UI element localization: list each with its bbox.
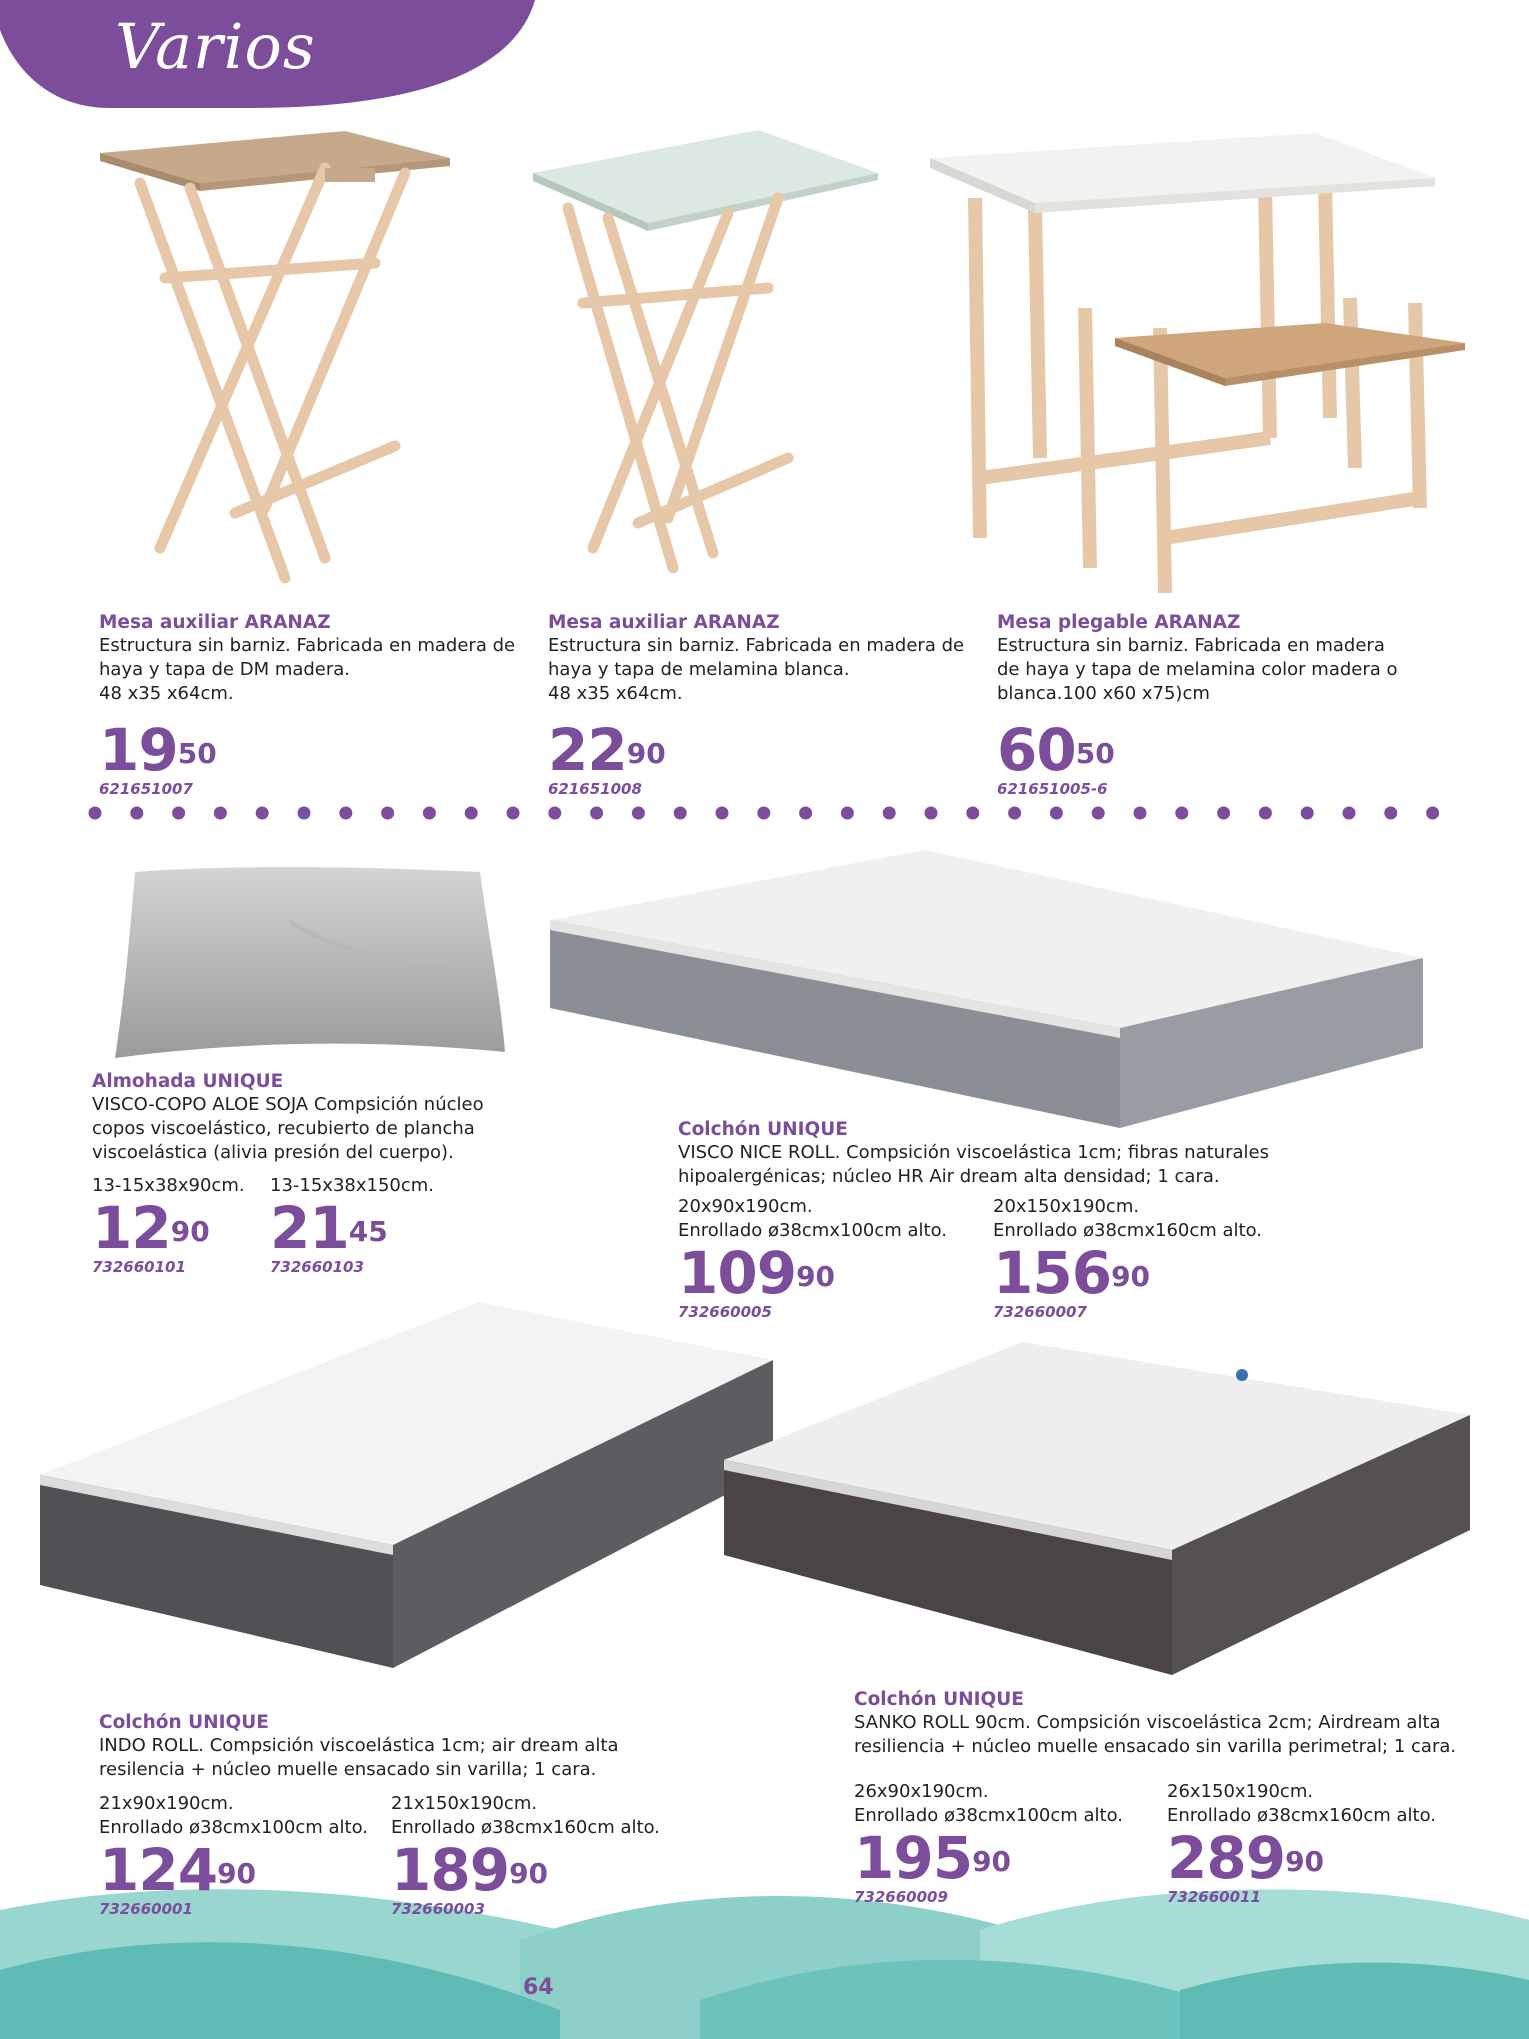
divider-dot xyxy=(632,807,645,820)
table-folding-image xyxy=(925,128,1470,598)
product-name: Colchón UNIQUE xyxy=(99,1712,269,1733)
variant-sanko-150 xyxy=(1167,1780,1436,1906)
product-desc-line: hipoalergénicas; núcleo HR Air dream alta densidad; 1 cara. xyxy=(678,1166,1220,1187)
variant-almohada-90 xyxy=(92,1174,245,1276)
product-desc-line: Estructura sin barniz. Fabricada en madera de xyxy=(99,635,516,656)
divider-dot xyxy=(1384,807,1397,820)
divider-dot xyxy=(966,807,979,820)
variant-visco-150 xyxy=(993,1195,1262,1321)
variant-size-rolled: Enrollado ø38cmx160cm alto. xyxy=(1167,1805,1437,1826)
mattress-visco-nice-image xyxy=(545,848,1425,1128)
product-name: Mesa auxiliar ARANAZ xyxy=(548,612,780,633)
section-title: Varios xyxy=(115,10,316,83)
divider-dot xyxy=(507,807,520,820)
product-desc-line: resilencia + núcleo muelle ensacado sin varilla; 1 cara. xyxy=(99,1759,597,1780)
product-desc-line: copos viscoelástico, recubierto de plancha xyxy=(92,1118,475,1139)
divider-dot xyxy=(590,807,603,820)
divider-dot xyxy=(381,807,394,820)
variant-ref: 732660011 xyxy=(1167,1888,1261,1906)
product-card-colchon-sanko xyxy=(854,1689,1524,1759)
variant-size: 13-15x38x150cm. xyxy=(270,1175,435,1196)
pillow-image xyxy=(110,862,510,1062)
mattress-sanko-roll-image xyxy=(722,1340,1472,1680)
product-name: Colchón UNIQUE xyxy=(678,1119,848,1140)
product-price: $60^{50}$ xyxy=(997,716,1115,784)
product-desc-line: Estructura sin barniz. Fabricada en madera xyxy=(997,635,1385,656)
variant-size: 21x150x190cm. xyxy=(391,1793,538,1814)
variant-indo-150 xyxy=(391,1792,660,1918)
product-card-colchon-visco xyxy=(678,1119,1458,1189)
variant-size-rolled: Enrollado ø38cmx100cm alto. xyxy=(678,1220,948,1241)
mattress-indo-roll-image xyxy=(38,1300,773,1670)
divider-dot xyxy=(298,807,311,820)
variant-size: 26x90x190cm. xyxy=(854,1781,989,1802)
variant-ref: 732660005 xyxy=(678,1303,772,1321)
variant-size: 20x90x190cm. xyxy=(678,1196,813,1217)
product-ref: 621651007 xyxy=(99,780,193,798)
product-desc-line: resiliencia + núcleo muelle ensacado sin varilla perimetral; 1 cara. xyxy=(854,1736,1457,1757)
product-name: Mesa plegable ARANAZ xyxy=(997,612,1241,633)
divider-dot xyxy=(757,807,770,820)
divider-dot xyxy=(423,807,436,820)
divider-dot xyxy=(1259,807,1272,820)
divider-dot xyxy=(465,807,478,820)
divider-dot xyxy=(674,807,687,820)
variant-size: 20x150x190cm. xyxy=(993,1196,1140,1217)
product-card-mesa-blanca xyxy=(548,612,968,798)
variant-size-rolled: Enrollado ø38cmx100cm alto. xyxy=(99,1817,369,1838)
product-name: Colchón UNIQUE xyxy=(854,1689,1024,1710)
divider-dot xyxy=(883,807,896,820)
variant-price: $195^{90}$ xyxy=(854,1824,1012,1892)
variant-size-rolled: Enrollado ø38cmx160cm alto. xyxy=(993,1220,1263,1241)
product-ref: 621651005-6 xyxy=(997,780,1108,798)
variant-price: $156^{90}$ xyxy=(993,1239,1151,1307)
divider-dot xyxy=(799,807,812,820)
variant-sanko-90 xyxy=(854,1780,1123,1906)
product-desc-line: 48 x35 x64cm. xyxy=(99,683,234,704)
product-ref: 621651008 xyxy=(548,780,642,798)
divider-dot xyxy=(1134,807,1147,820)
product-price: $19^{50}$ xyxy=(99,716,217,784)
variant-price: $189^{90}$ xyxy=(391,1836,549,1904)
variant-ref: 732660103 xyxy=(270,1258,364,1276)
table-wood-image xyxy=(95,128,455,588)
divider-dot xyxy=(1175,807,1188,820)
variant-size: 21x90x190cm. xyxy=(99,1793,234,1814)
divider-dot xyxy=(1050,807,1063,820)
product-name: Mesa auxiliar ARANAZ xyxy=(99,612,331,633)
divider-dot xyxy=(214,807,227,820)
product-desc-line: haya y tapa de melamina blanca. xyxy=(548,659,850,680)
product-desc-line: blanca.100 x60 x75)cm xyxy=(997,683,1210,704)
product-name: Almohada UNIQUE xyxy=(92,1071,284,1092)
product-desc-line: SANKO ROLL 90cm. Compsición viscoelástica 2cm; Airdream alta xyxy=(854,1712,1441,1733)
divider-dot xyxy=(1343,807,1356,820)
divider-dot xyxy=(256,807,269,820)
product-desc-line: de haya y tapa de melamina color madera o xyxy=(997,659,1398,680)
product-card-colchon-indo xyxy=(99,1712,699,1782)
variant-ref: 732660007 xyxy=(993,1303,1087,1321)
product-desc-line: haya y tapa de DM madera. xyxy=(99,659,351,680)
divider-dot xyxy=(548,807,561,820)
variant-ref: 732660101 xyxy=(92,1258,186,1276)
divider-dot xyxy=(1092,807,1105,820)
divider-dot xyxy=(925,807,938,820)
divider-dot xyxy=(716,807,729,820)
product-price: $22^{90}$ xyxy=(548,716,666,784)
variant-price: $124^{90}$ xyxy=(99,1836,257,1904)
product-desc-line: VISCO NICE ROLL. Compsición viscoelástica 1cm; fibras naturales xyxy=(678,1142,1269,1163)
variant-size-rolled: Enrollado ø38cmx160cm alto. xyxy=(391,1817,661,1838)
variant-ref: 732660009 xyxy=(854,1888,948,1906)
divider-dot xyxy=(339,807,352,820)
divider-dot xyxy=(1301,807,1314,820)
variant-price: $12^{90}$ xyxy=(92,1194,210,1262)
product-desc-line: viscoelástica (alivia presión del cuerpo). xyxy=(92,1142,454,1163)
product-desc-line: VISCO-COPO ALOE SOJA Compsición núcleo xyxy=(92,1094,484,1115)
product-desc-line: Estructura sin barniz. Fabricada en madera de xyxy=(548,635,965,656)
divider-dot xyxy=(841,807,854,820)
divider-dot xyxy=(1217,807,1230,820)
product-card-almohada xyxy=(92,1071,572,1165)
divider-dot xyxy=(130,807,143,820)
divider-dot xyxy=(1008,807,1021,820)
variant-size: 13-15x38x90cm. xyxy=(92,1175,245,1196)
divider-dot xyxy=(89,807,102,820)
dotted-divider xyxy=(88,806,1448,820)
product-card-mesa-dm xyxy=(99,612,519,798)
variant-ref: 732660001 xyxy=(99,1900,193,1918)
variant-size-rolled: Enrollado ø38cmx100cm alto. xyxy=(854,1805,1124,1826)
variant-almohada-150 xyxy=(270,1174,434,1276)
divider-dot xyxy=(1426,807,1439,820)
variant-price: $109^{90}$ xyxy=(678,1239,836,1307)
variant-price: $289^{90}$ xyxy=(1167,1824,1325,1892)
product-desc-line: INDO ROLL. Compsición viscoelástica 1cm; air dream alta xyxy=(99,1735,619,1756)
variant-price: $21^{45}$ xyxy=(270,1194,388,1262)
variant-indo-90 xyxy=(99,1792,368,1918)
table-white-image xyxy=(528,128,888,588)
page-number: 64 xyxy=(523,1975,554,2000)
product-desc-line: 48 x35 x64cm. xyxy=(548,683,683,704)
variant-ref: 732660003 xyxy=(391,1900,485,1918)
divider-dot xyxy=(172,807,185,820)
variant-size: 26x150x190cm. xyxy=(1167,1781,1314,1802)
product-card-mesa-plegable xyxy=(997,612,1427,798)
